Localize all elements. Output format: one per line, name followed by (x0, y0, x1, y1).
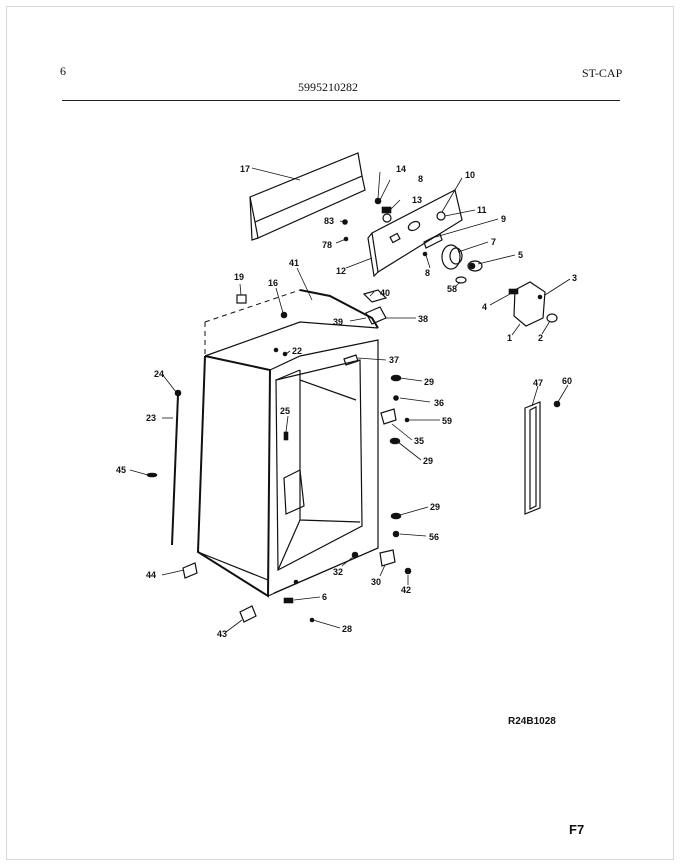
cabinet-body (198, 290, 378, 596)
callout-14: 14 (396, 164, 407, 174)
callout-24: 24 (154, 369, 165, 379)
callout-13: 13 (412, 195, 423, 205)
callout-42: 42 (401, 585, 412, 595)
callout-37: 37 (389, 355, 400, 365)
callout-3: 3 (572, 273, 578, 283)
callout-36: 36 (434, 398, 445, 408)
callout-47: 47 (533, 378, 544, 388)
callout-30: 30 (371, 577, 382, 587)
callout-4: 4 (482, 302, 488, 312)
callout-16: 16 (268, 278, 279, 288)
callout-40: 40 (380, 288, 391, 298)
part-number: 5995210282 (298, 80, 358, 94)
callout-60: 60 (562, 376, 573, 386)
leader-lines (130, 168, 573, 632)
top-trim-bracket (250, 153, 365, 240)
callout-10: 10 (465, 170, 476, 180)
callout-43: 43 (217, 629, 228, 639)
callout-8b: 8 (425, 268, 431, 278)
callout-32: 32 (333, 567, 344, 577)
callout-8: 8 (418, 174, 424, 184)
callout-22: 22 (292, 346, 303, 356)
callout-39: 39 (333, 317, 344, 327)
callout-19: 19 (234, 272, 245, 282)
control-components (343, 198, 483, 283)
callout-78: 78 (322, 240, 333, 250)
figure-code: F7 (569, 822, 585, 837)
model-code: ST-CAP (582, 66, 623, 80)
hardware-parts (147, 290, 411, 622)
callout-17: 17 (240, 164, 251, 174)
callout-44: 44 (146, 570, 157, 580)
callout-56: 56 (429, 532, 440, 542)
callout-25: 25 (280, 406, 291, 416)
callout-35: 35 (414, 436, 425, 446)
callout-28: 28 (342, 624, 353, 634)
callout-23: 23 (146, 413, 157, 423)
callout-45: 45 (116, 465, 127, 475)
page-number: 6 (60, 64, 66, 78)
callout-29b: 29 (423, 456, 434, 466)
callout-7: 7 (491, 237, 497, 247)
callout-83: 83 (324, 216, 335, 226)
callout-41: 41 (289, 258, 300, 268)
callout-29c: 29 (430, 502, 441, 512)
relay-assembly (509, 282, 557, 326)
callout-59: 59 (442, 416, 453, 426)
callout-6: 6 (322, 592, 328, 602)
callout-2: 2 (538, 333, 544, 343)
callout-5: 5 (518, 250, 524, 260)
callout-12: 12 (336, 266, 347, 276)
drawing-reference: R24B1028 (508, 716, 556, 727)
callout-58: 58 (447, 284, 458, 294)
door-rail (525, 401, 560, 514)
left-trim-strip (172, 390, 181, 545)
callout-1: 1 (507, 333, 513, 343)
callout-38: 38 (418, 314, 429, 324)
callout-9: 9 (501, 214, 507, 224)
callout-11: 11 (477, 205, 487, 215)
callout-29a: 29 (424, 377, 435, 387)
